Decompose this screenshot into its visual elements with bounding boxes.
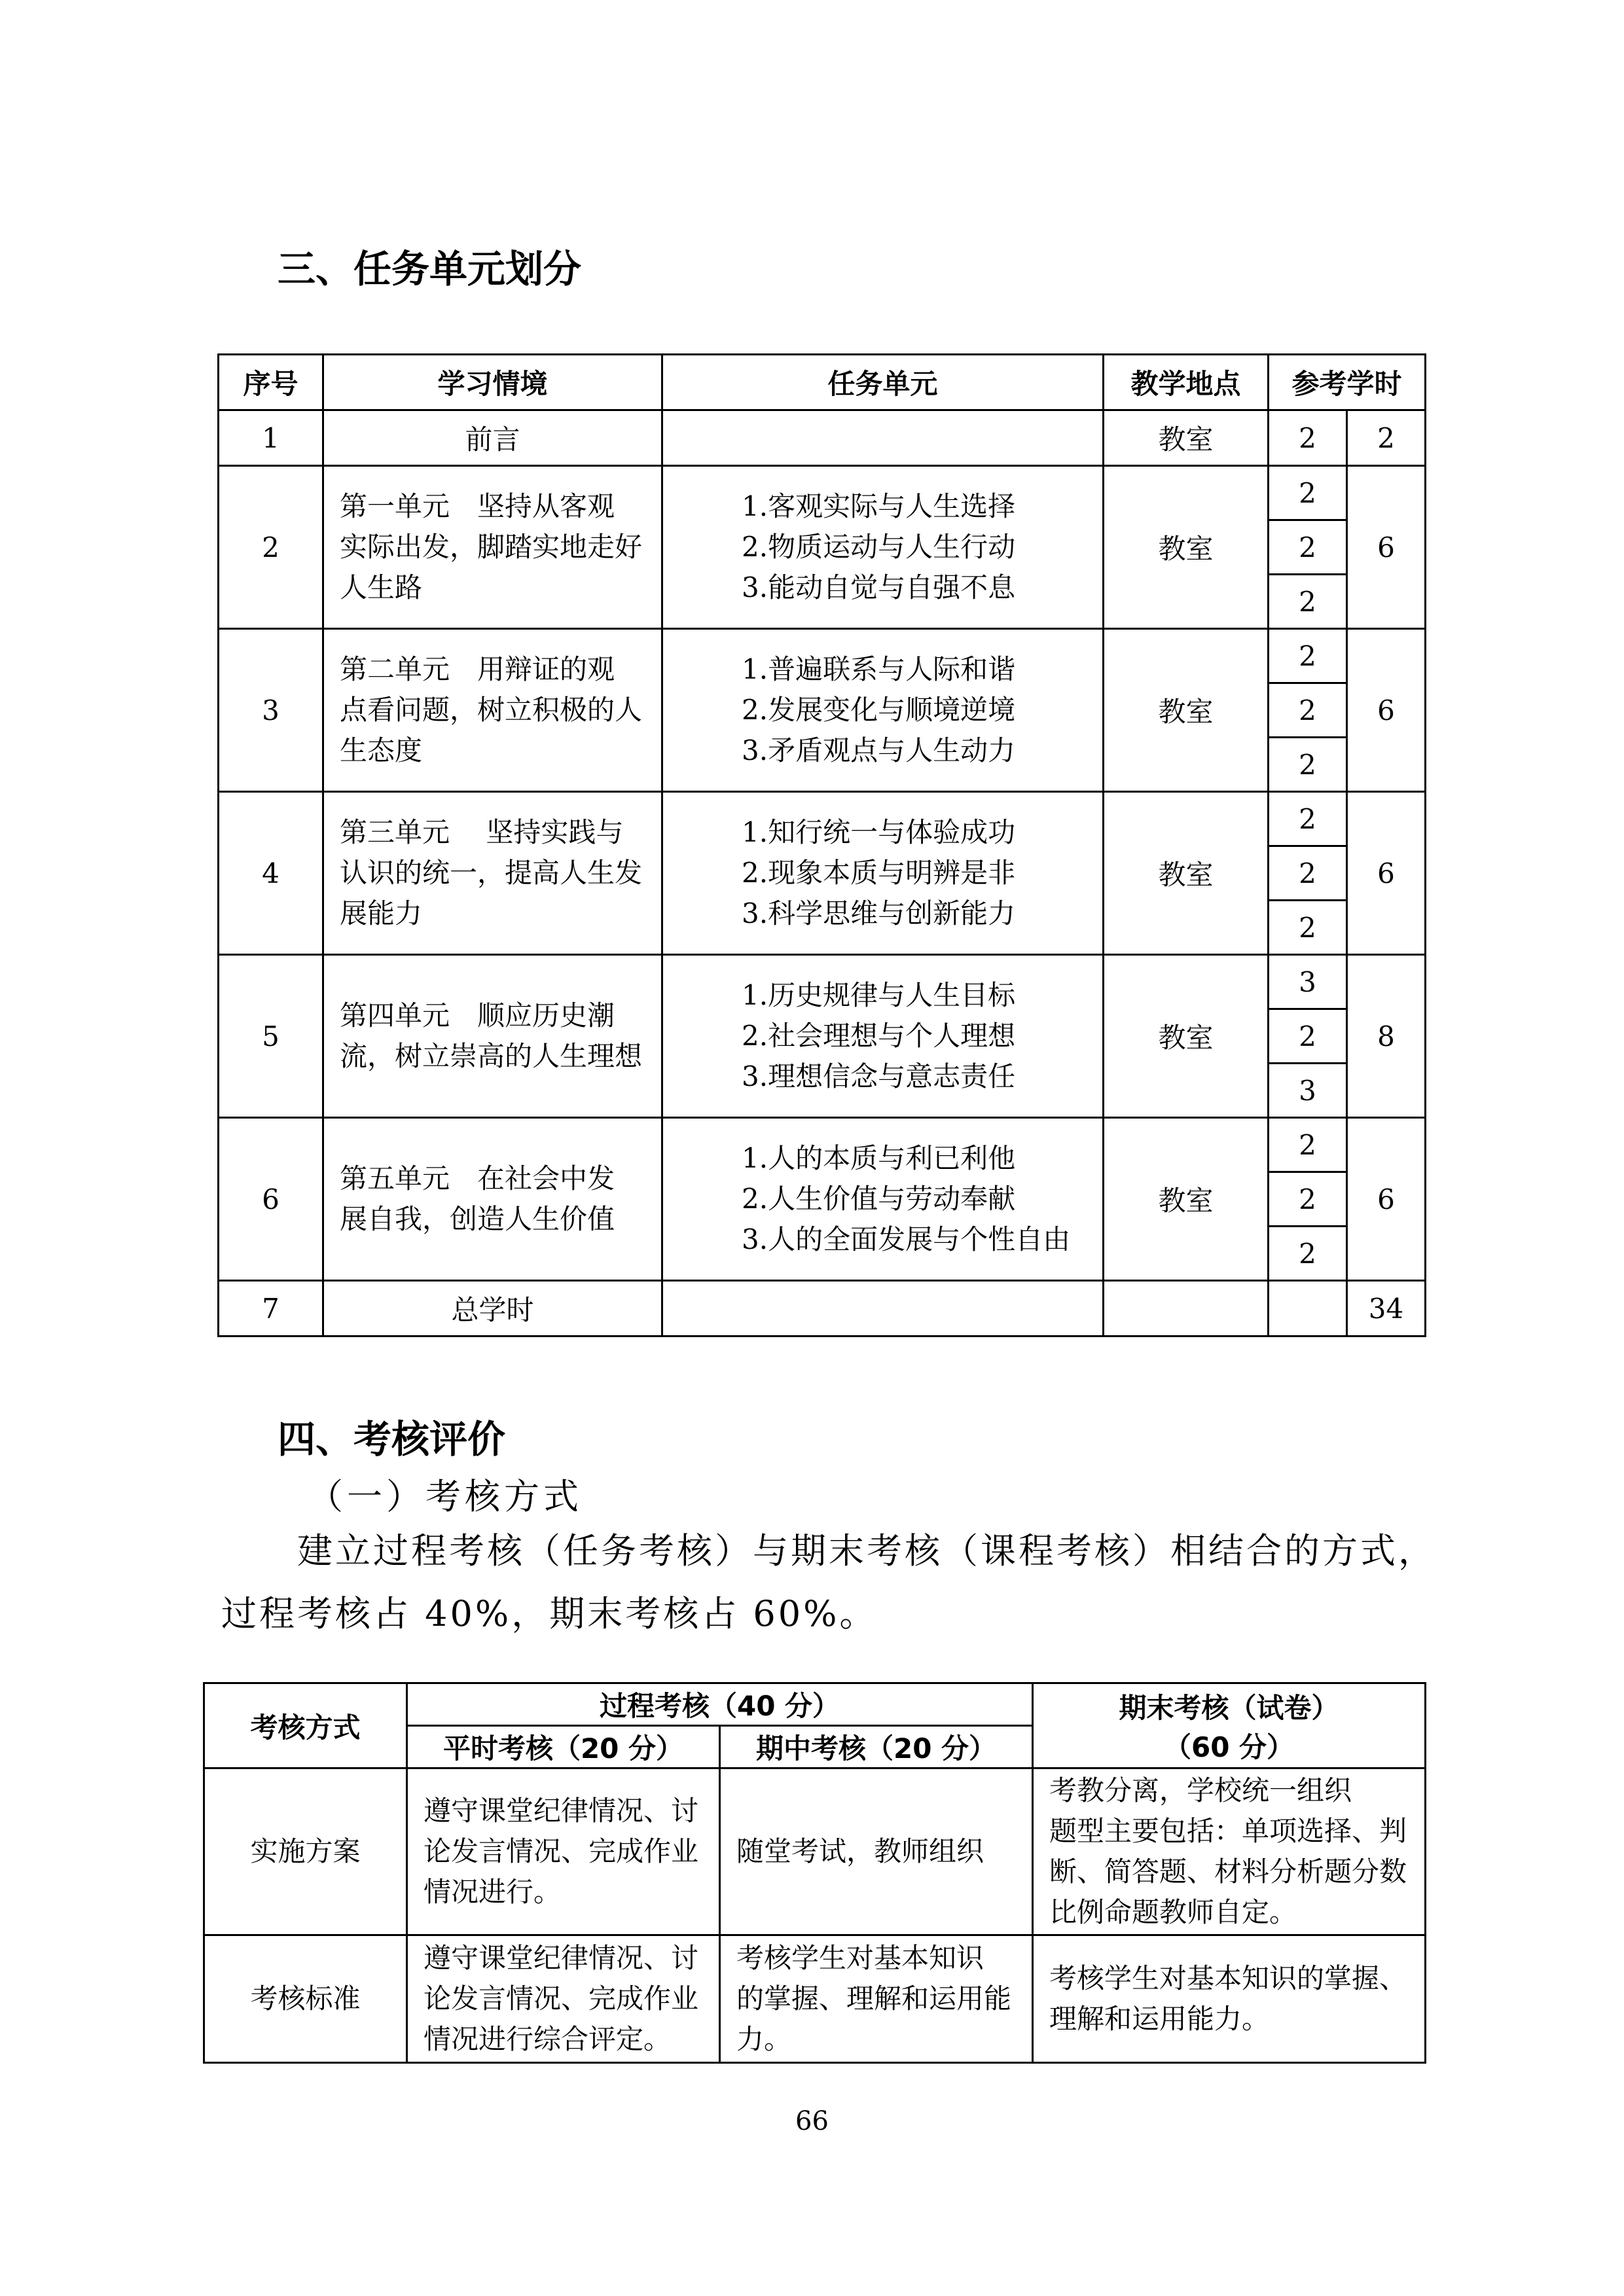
table-row — [219, 1118, 1426, 1172]
task-line: 2.物质运动与人生行动 — [742, 531, 1016, 563]
cell-line: 遵守课堂纪律情况、讨 — [424, 1795, 699, 1827]
situation-line: 总学时 — [451, 1294, 534, 1326]
task-units — [662, 1118, 1104, 1281]
teaching-location: 教室 — [1104, 955, 1269, 1118]
situation-line: 实际出发，脚踏实地走好 — [340, 531, 643, 563]
situation-line: 展能力 — [340, 897, 423, 929]
row-number: 7 — [219, 1281, 323, 1336]
routine-cell — [407, 1935, 720, 2063]
learning-situation — [323, 410, 662, 466]
total-hours: 6 — [1347, 1118, 1426, 1281]
header-final-line-2: （60 分） — [1163, 1731, 1295, 1763]
task-line: 2.社会理想与个人理想 — [742, 1020, 1016, 1052]
task-units — [662, 629, 1104, 792]
row-number: 4 — [219, 792, 323, 955]
task-hours: 3 — [1269, 1064, 1347, 1118]
learning-situation — [323, 629, 662, 792]
table-row — [219, 629, 1426, 683]
situation-line: 流，树立崇高的人生理想 — [340, 1040, 643, 1072]
task-hours: 2 — [1269, 575, 1347, 629]
task-hours: 2 — [1269, 1009, 1347, 1064]
task-line: 1.普遍联系与人际和谐 — [742, 653, 1016, 685]
task-line: 3.理想信念与意志责任 — [742, 1060, 1016, 1092]
teaching-location — [1104, 1281, 1269, 1336]
final-cell — [1033, 1935, 1426, 2063]
cell-line: 论发言情况、完成作业 — [424, 1982, 699, 2015]
task-line: 1.客观实际与人生选择 — [742, 490, 1016, 522]
learning-situation — [323, 1118, 662, 1281]
routine-cell — [407, 1768, 720, 1935]
task-line: 2.现象本质与明辨是非 — [742, 857, 1016, 889]
situation-line: 人生路 — [340, 571, 423, 603]
task-line: 3.能动自觉与自强不息 — [742, 571, 1016, 603]
task-units — [662, 955, 1104, 1118]
cell-line: 情况进行综合评定。 — [424, 2023, 672, 2055]
teaching-location: 教室 — [1104, 466, 1269, 629]
cell-line: 遵守课堂纪律情况、讨 — [424, 1942, 699, 1974]
cell-line: 的掌握、理解和运用能 — [736, 1982, 1012, 2015]
task-units — [662, 1281, 1104, 1336]
teaching-location: 教室 — [1104, 410, 1269, 466]
cell-line: 比例命题教师自定。 — [1049, 1896, 1297, 1928]
header-process: 过程考核（40 分） — [407, 1683, 1033, 1726]
table-row — [204, 1935, 1426, 2063]
cell-line: 论发言情况、完成作业 — [424, 1835, 699, 1867]
task-units — [662, 410, 1104, 466]
task-hours: 2 — [1269, 792, 1347, 846]
total-hours: 34 — [1347, 1281, 1426, 1336]
cell-line: 考教分离，学校统一组织 — [1049, 1774, 1352, 1806]
header-situation: 学习情境 — [323, 355, 662, 410]
header-tasks: 任务单元 — [662, 355, 1104, 410]
cell-line: 考核学生对基本知识的掌握、 — [1049, 1962, 1407, 1994]
cell-line: 考核学生对基本知识 — [736, 1942, 984, 1974]
cell-line: 断、简答题、材料分析题分数 — [1049, 1856, 1407, 1888]
row-number: 5 — [219, 955, 323, 1118]
header-final-line-1: 期末考核（试卷） — [1119, 1691, 1339, 1724]
task-line: 1.历史规律与人生目标 — [742, 979, 1016, 1011]
teaching-location: 教室 — [1104, 629, 1269, 792]
table-row — [219, 792, 1426, 846]
task-line: 1.知行统一与体验成功 — [742, 816, 1016, 848]
task-unit-table — [217, 353, 1426, 1337]
task-units — [662, 792, 1104, 955]
situation-line: 第三单元 坚持实践与 — [340, 816, 624, 848]
task-line: 3.科学思维与创新能力 — [742, 897, 1016, 929]
cell-line: 力。 — [736, 2023, 792, 2055]
cell-line: 随堂考试，教师组织 — [736, 1835, 984, 1867]
final-cell — [1033, 1768, 1426, 1935]
subsection-title-assessment-method: （一）考核方式 — [308, 1476, 583, 1517]
learning-situation — [323, 1281, 662, 1336]
task-hours: 2 — [1269, 466, 1347, 520]
paragraph-line-1: 建立过程考核（任务考核）与期末考核（课程考核）相结合的方式， — [297, 1530, 1436, 1571]
midterm-cell — [720, 1935, 1033, 2063]
task-units — [662, 466, 1104, 629]
task-hours: 2 — [1269, 1227, 1347, 1281]
table-row — [219, 466, 1426, 520]
table-row — [219, 410, 1426, 466]
row-number: 2 — [219, 466, 323, 629]
task-line: 3.人的全面发展与个性自由 — [742, 1223, 1071, 1255]
task-hours: 2 — [1269, 520, 1347, 575]
row-number: 3 — [219, 629, 323, 792]
task-line: 3.矛盾观点与人生动力 — [742, 734, 1016, 766]
assessment-table — [203, 1682, 1426, 2064]
task-hours: 2 — [1269, 1172, 1347, 1227]
cell-line: 情况进行。 — [424, 1876, 562, 1908]
header-hours: 参考学时 — [1269, 355, 1426, 410]
table-header-row — [204, 1683, 1426, 1726]
learning-situation — [323, 955, 662, 1118]
cell-line: 题型主要包括：单项选择、判 — [1049, 1815, 1407, 1847]
situation-line: 展自我，创造人生价值 — [340, 1203, 615, 1235]
table-row — [219, 1281, 1426, 1336]
row-number: 1 — [219, 410, 323, 466]
learning-situation — [323, 792, 662, 955]
task-hours: 3 — [1269, 955, 1347, 1009]
midterm-cell — [720, 1768, 1033, 1935]
section-title-assessment: 四、考核评价 — [278, 1417, 506, 1462]
task-line: 2.发展变化与顺境逆境 — [742, 694, 1016, 726]
table-header-row — [219, 355, 1426, 410]
total-hours: 6 — [1347, 466, 1426, 629]
page-number: 66 — [795, 2106, 829, 2136]
header-midterm: 期中考核（20 分） — [720, 1726, 1033, 1768]
task-line: 1.人的本质与利已利他 — [742, 1142, 1016, 1174]
cell-line: 理解和运用能力。 — [1049, 2003, 1270, 2035]
total-hours: 6 — [1347, 629, 1426, 792]
task-hours — [1269, 1281, 1347, 1336]
situation-line: 生态度 — [340, 734, 423, 766]
task-hours: 2 — [1269, 1118, 1347, 1172]
total-hours: 6 — [1347, 792, 1426, 955]
task-hours: 2 — [1269, 410, 1347, 466]
situation-line: 认识的统一，提高人生发 — [340, 857, 643, 889]
header-no: 序号 — [219, 355, 323, 410]
header-method: 考核方式 — [204, 1683, 407, 1768]
teaching-location: 教室 — [1104, 792, 1269, 955]
row-number: 6 — [219, 1118, 323, 1281]
situation-line: 前言 — [465, 423, 520, 456]
paragraph-line-2: 过程考核占 40%，期末考核占 60%。 — [221, 1593, 878, 1634]
row-label: 考核标准 — [204, 1935, 407, 2063]
task-hours: 2 — [1269, 901, 1347, 955]
situation-line: 第五单元 在社会中发 — [340, 1162, 615, 1194]
task-hours: 2 — [1269, 738, 1347, 792]
task-line: 2.人生价值与劳动奉献 — [742, 1183, 1016, 1215]
header-location: 教学地点 — [1104, 355, 1269, 410]
situation-line: 点看问题，树立积极的人 — [340, 694, 643, 726]
situation-line: 第一单元 坚持从客观 — [340, 490, 615, 522]
situation-line: 第二单元 用辩证的观 — [340, 653, 615, 685]
task-hours: 2 — [1269, 629, 1347, 683]
task-hours: 2 — [1269, 846, 1347, 901]
table-row — [204, 1768, 1426, 1935]
table-row — [219, 955, 1426, 1009]
row-label: 实施方案 — [204, 1768, 407, 1935]
header-final — [1033, 1683, 1426, 1768]
total-hours: 2 — [1347, 410, 1426, 466]
header-routine: 平时考核（20 分） — [407, 1726, 720, 1768]
learning-situation — [323, 466, 662, 629]
situation-line: 第四单元 顺应历史潮 — [340, 999, 615, 1031]
teaching-location: 教室 — [1104, 1118, 1269, 1281]
total-hours: 8 — [1347, 955, 1426, 1118]
task-hours: 2 — [1269, 683, 1347, 738]
section-title-task-units: 三、任务单元划分 — [278, 247, 582, 291]
